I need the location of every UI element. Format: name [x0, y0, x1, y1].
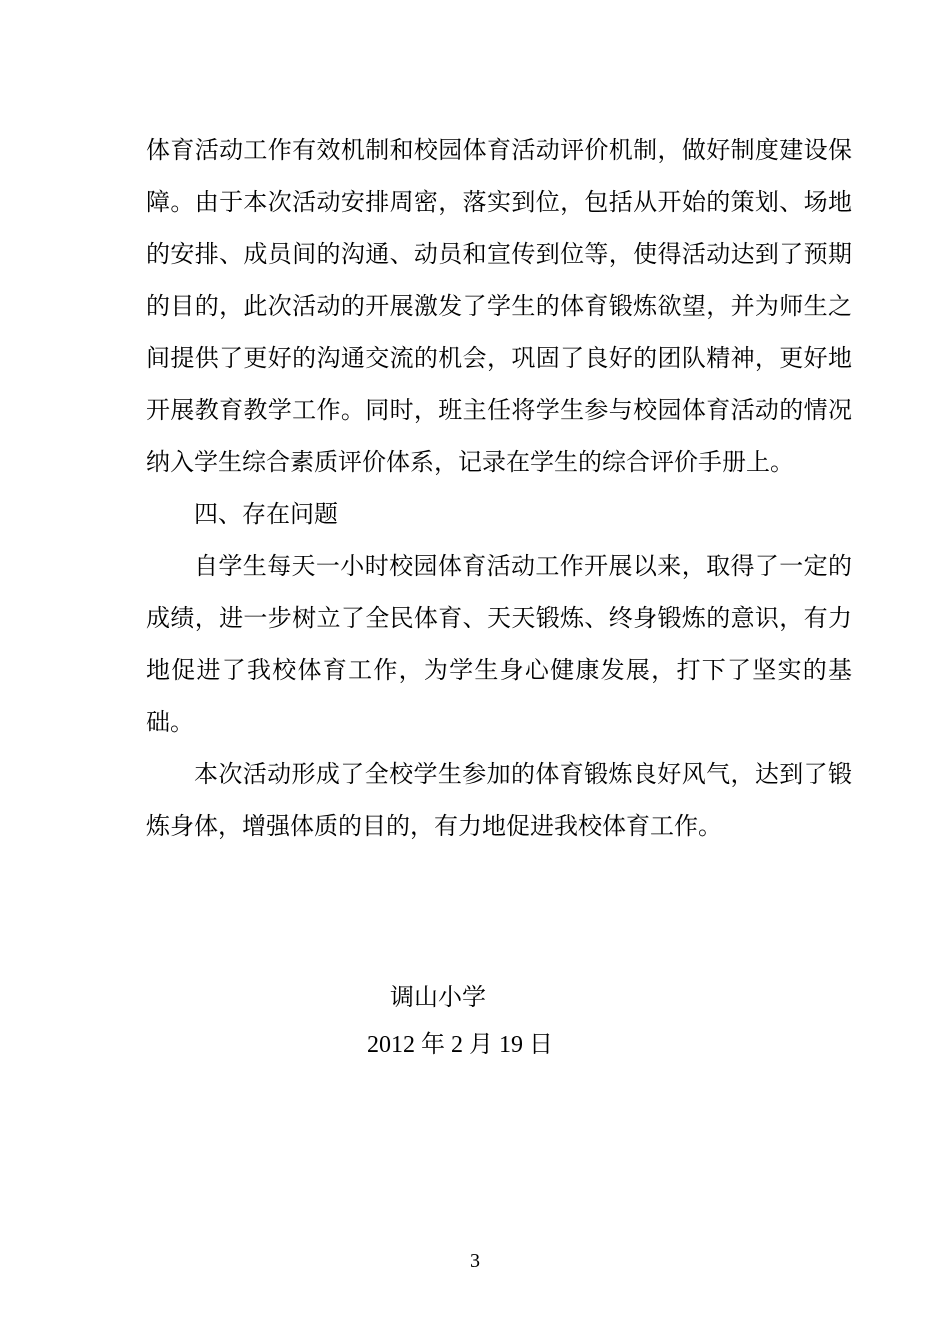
document-body: [146, 124, 852, 852]
signature-organization: 调山小学: [390, 983, 486, 1011]
conclusion-paragraph: 本次活动形成了全校学生参加的体育锻炼良好风气，达到了锻炼身体，增强体质的目的，有力地促进我校体育工作。: [146, 760, 852, 840]
page-number: 3: [470, 1250, 480, 1272]
signature-date: 2012 年 2 月 19 日: [367, 1032, 553, 1058]
section-heading: 四、存在问题: [194, 500, 338, 528]
achievements-paragraph: 自学生每天一小时校园体育活动工作开展以来，取得了一定的成绩，进一步树立了全民体育、天天锻炼、终身锻炼的意识，有力地促进了我校体育工作，为学生身心健康发展，打下了坚实的基础。: [146, 552, 852, 736]
continuation-paragraph: 体育活动工作有效机制和校园体育活动评价机制，做好制度建设保障。由于本次活动安排周密，落实到位，包括从开始的策划、场地的安排、成员间的沟通、动员和宣传到位等，使得活动达到了预期的目的，此次活动的开展激发了学生的体育锻炼欲望，并为师生之间提供了更好的沟通交流的机会，巩固了良好的团队精神，更好地开展教育教学工作。同时，班主任将学生参与校园体育活动的情况纳入学生综合素质评价体系，记录在学生的综合评价手册上。: [146, 136, 852, 476]
